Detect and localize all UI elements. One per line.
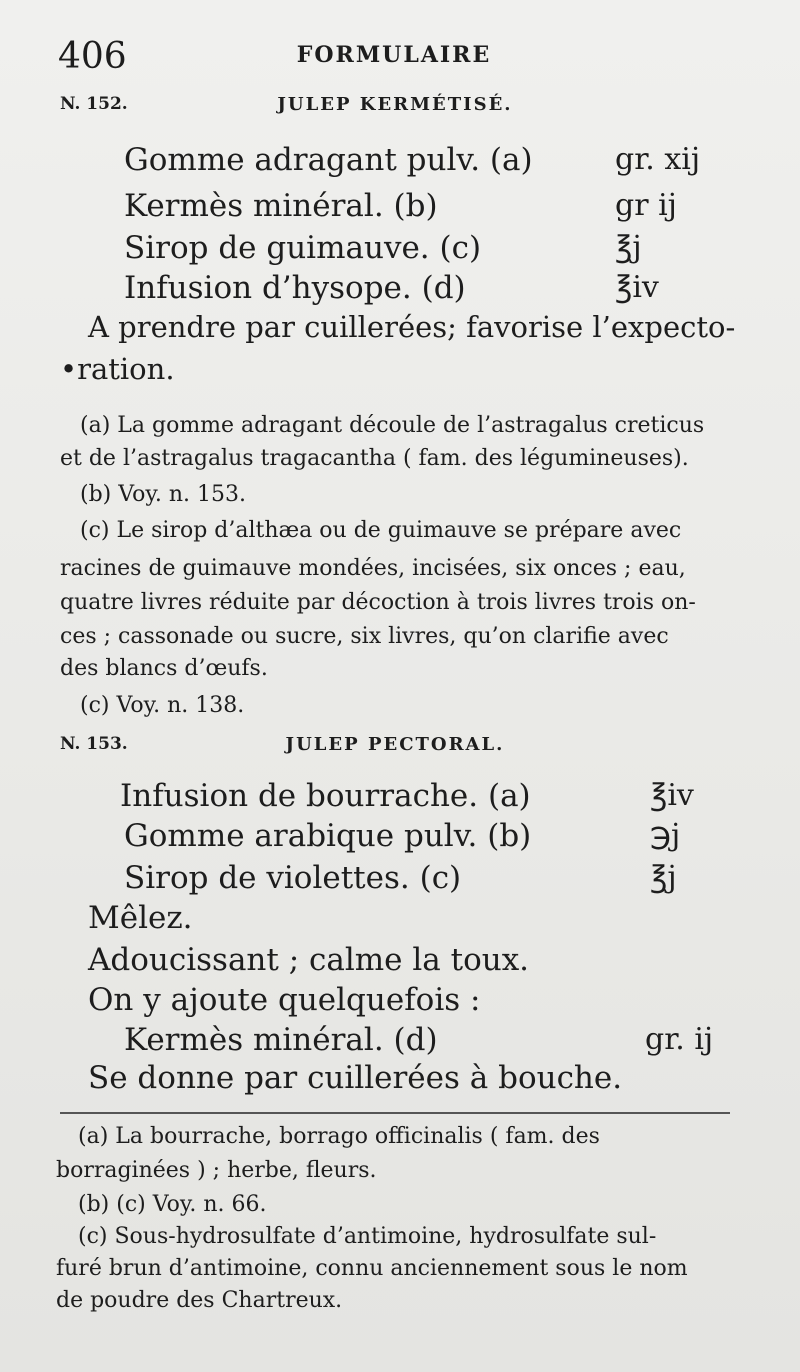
ingredient-line: Sirop de guimauve. (c) (124, 230, 482, 266)
text-line: Adoucissant ; calme la toux. (88, 942, 530, 978)
ingredient-dose: gr ij (615, 188, 677, 223)
note-line: (b) Voy. n. 153. (80, 482, 246, 507)
ingredient-dose: ℥j (615, 230, 642, 265)
running-title: FORMULAIRE (296, 42, 492, 68)
ingredient-dose: gr. xij (615, 142, 701, 177)
note-line: et de l’astragalus tragacantha ( fam. des légumineuses). (60, 446, 689, 471)
section-name: JULEP KERMÉTISÉ. (277, 94, 513, 115)
ingredient-line: Gomme arabique pulv. (b) (124, 818, 532, 854)
ingredient-line: Infusion de bourrache. (a) (120, 778, 531, 814)
note-line: des blancs d’œufs. (60, 656, 268, 681)
note-line: (a) La bourrache, borrago officinalis ( fam. des (78, 1124, 600, 1149)
ingredient-line: Kermès minéral. (d) (124, 1022, 438, 1058)
ingredient-dose: ℥iv (650, 778, 694, 813)
note-line: (a) La gomme adragant découle de l’astragalus creticus (80, 413, 705, 438)
note-line: racines de guimauve mondées, incisées, six onces ; eau, (60, 556, 686, 581)
instruction-line: •ration. (60, 352, 175, 386)
ingredient-dose: ℈j (650, 818, 681, 853)
note-line: (c) Voy. n. 138. (80, 693, 245, 718)
note-line: furé brun d’antimoine, connu anciennement sous le nom (56, 1256, 688, 1281)
section-title-152 (60, 94, 730, 124)
text-line: On y ajoute quelquefois : (88, 982, 481, 1018)
ingredient-dose: ℥j (650, 860, 677, 895)
section-number: N. 152. (60, 94, 128, 114)
ingredient-dose: ℥iv (615, 270, 659, 305)
page-number: 406 (58, 36, 127, 77)
note-line: borraginées ) ; herbe, fleurs. (56, 1158, 377, 1183)
text-line: Mêlez. (88, 900, 193, 936)
ingredient-line: Sirop de violettes. (c) (124, 860, 462, 896)
ingredient-line: Gomme adragant pulv. (a) (124, 142, 533, 178)
footnote-rule (60, 1112, 730, 1114)
note-line: ces ; cassonade ou sucre, six livres, qu’on clarifie avec (60, 624, 669, 649)
text-line: Se donne par cuillerées à bouche. (88, 1060, 623, 1096)
ingredient-line: Infusion d’hysope. (d) (124, 270, 466, 306)
section-number: N. 153. (60, 734, 128, 754)
section-title-153 (60, 734, 730, 764)
ingredient-line: Kermès minéral. (b) (124, 188, 438, 224)
instruction-line: A prendre par cuillerées; favorise l’expecto- (88, 310, 736, 344)
section-name: JULEP PECTORAL. (285, 734, 505, 755)
note-line: de poudre des Chartreux. (56, 1288, 343, 1313)
note-line: (c) Sous-hydrosulfate d’antimoine, hydrosulfate sul- (78, 1224, 657, 1249)
ingredient-dose: gr. ij (645, 1022, 714, 1057)
note-line: quatre livres réduite par décoction à trois livres trois on- (60, 590, 696, 615)
page-header (58, 30, 730, 90)
note-line: (b) (c) Voy. n. 66. (78, 1192, 267, 1217)
note-line: (c) Le sirop d’althæa ou de guimauve se prépare avec (80, 518, 682, 543)
